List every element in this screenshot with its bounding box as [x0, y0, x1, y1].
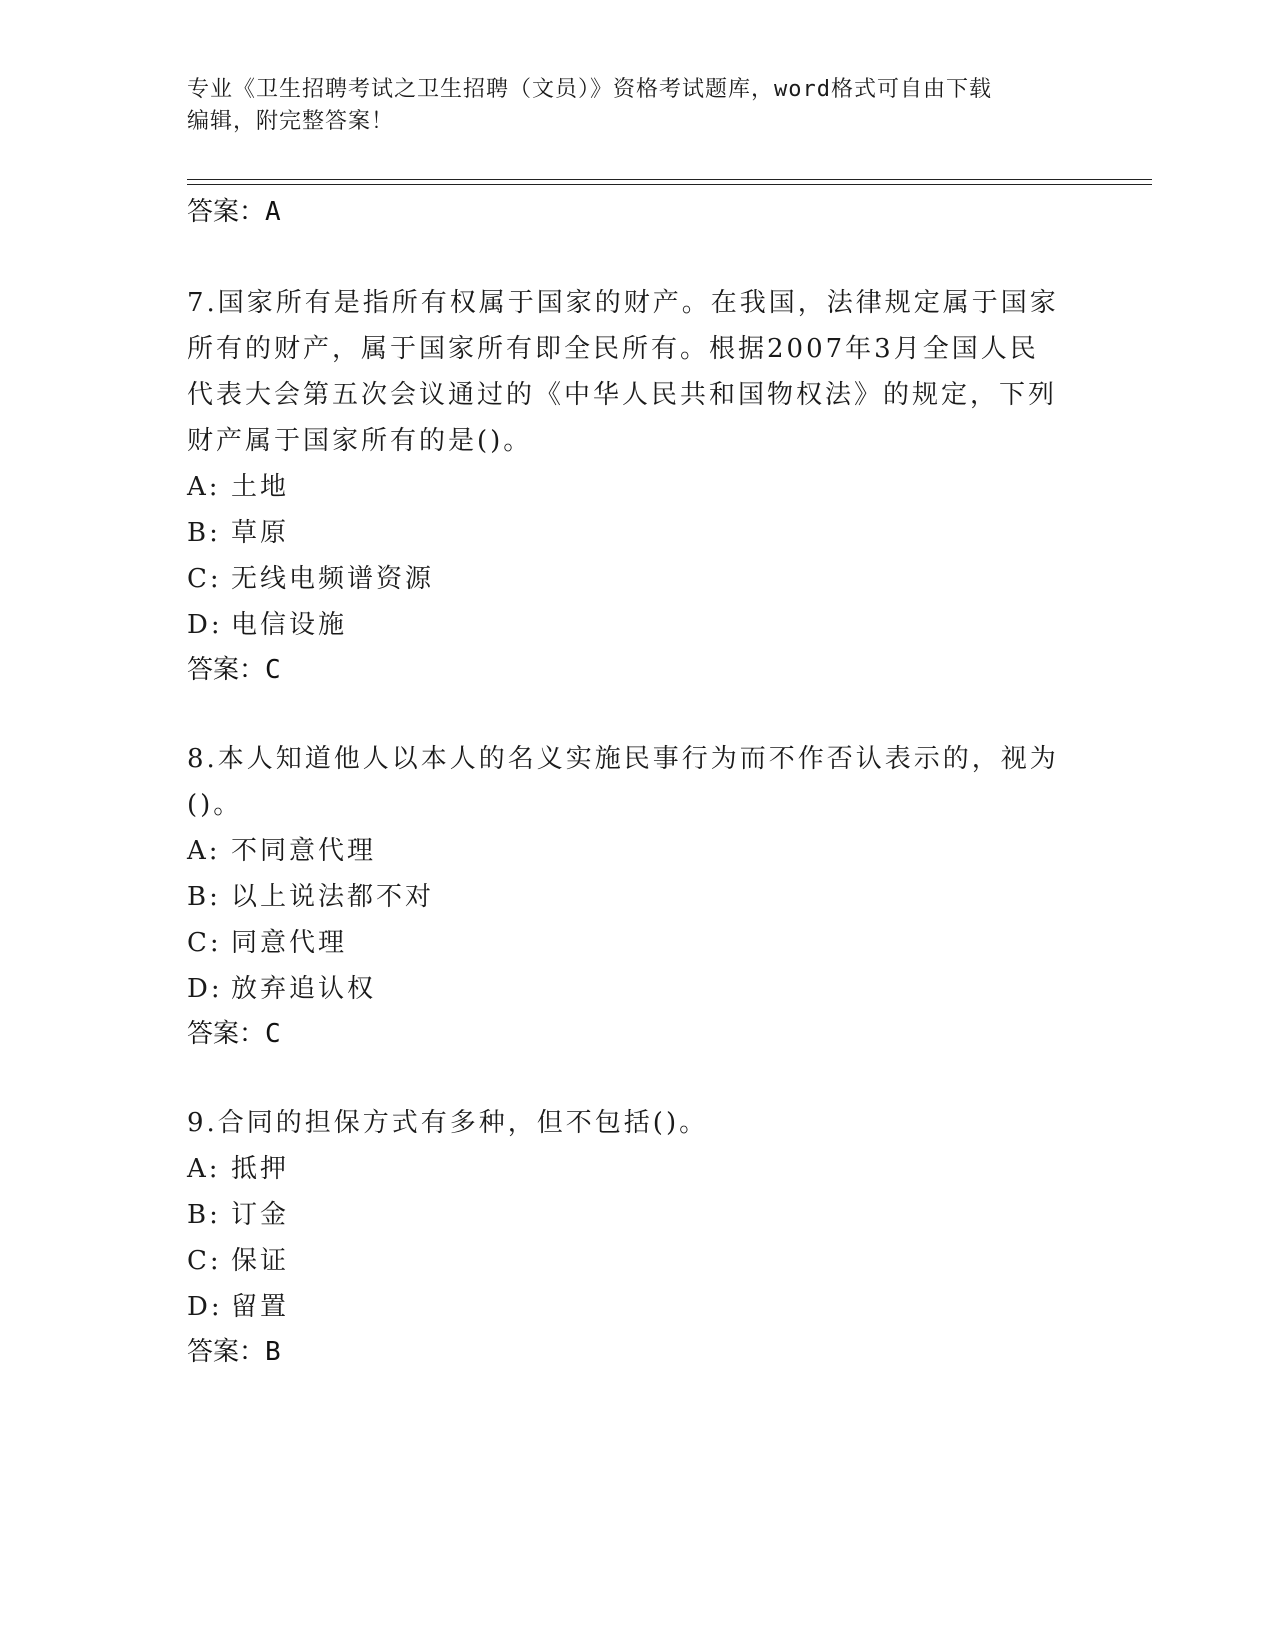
- question-text: 9.合同的担保方式有多种，但不包括()。: [187, 1108, 709, 1138]
- answer-label: 答案：: [187, 1019, 266, 1049]
- header-line-2: 编辑，附完整答案！: [187, 109, 395, 134]
- question-text: 8.本人知道他人以本人的名义实施民事行为而不作否认表示的，视为()。: [187, 744, 1059, 820]
- option-text: 以上说法都不对: [231, 882, 435, 912]
- option-key: B:: [187, 518, 221, 548]
- option-c: [187, 556, 1067, 602]
- option-text: 抵押: [231, 1154, 290, 1184]
- answer: [187, 648, 1067, 692]
- previous-answer: [187, 190, 1067, 234]
- option-key: C:: [187, 1246, 222, 1276]
- document-header: [187, 74, 1067, 138]
- option-text: 留置: [231, 1292, 290, 1322]
- option-text: 订金: [231, 1200, 290, 1230]
- question-text: 7.国家所有是指所有权属于国家的财产。在我国，法律规定属于国家所有的财产，属于国家所有即全民所有。根据2007年3月全国人民代表大会第五次会议通过的《中华人民共和国物权法》的规定，下列财产属于国家所有的是()。: [187, 288, 1059, 456]
- option-a: [187, 1146, 1067, 1192]
- header-divider-top: [187, 179, 1152, 180]
- option-text: 同意代理: [231, 928, 348, 958]
- option-text: 无线电频谱资源: [231, 564, 435, 594]
- answer-label: 答案：: [187, 655, 266, 685]
- option-d: [187, 966, 1067, 1012]
- answer: [187, 1012, 1067, 1056]
- option-text: 不同意代理: [231, 836, 377, 866]
- header-divider-bottom: [187, 184, 1152, 185]
- answer-label: 答案：: [187, 1337, 266, 1367]
- header-line-1: 专业《卫生招聘考试之卫生招聘（文员）》资格考试题库，word格式可自由下载: [187, 77, 992, 102]
- option-key: D:: [187, 974, 223, 1004]
- option-b: [187, 1192, 1067, 1238]
- answer-value: B: [265, 1337, 281, 1367]
- answer-value: C: [265, 655, 281, 685]
- question-7: [187, 280, 1067, 692]
- option-text: 电信设施: [231, 610, 348, 640]
- answer-value: C: [265, 1019, 281, 1049]
- answer-label: 答案：: [187, 197, 266, 227]
- option-key: C:: [187, 928, 222, 958]
- question-list: [187, 190, 1067, 1374]
- answer: [187, 1330, 1067, 1374]
- option-a: [187, 464, 1067, 510]
- option-key: D:: [187, 610, 223, 640]
- option-key: B:: [187, 1200, 221, 1230]
- option-key: D:: [187, 1292, 223, 1322]
- option-c: [187, 1238, 1067, 1284]
- option-key: A:: [187, 836, 221, 866]
- option-key: A:: [187, 1154, 221, 1184]
- option-c: [187, 920, 1067, 966]
- option-text: 放弃追认权: [231, 974, 377, 1004]
- option-text: 土地: [231, 472, 290, 502]
- option-key: C:: [187, 564, 222, 594]
- option-text: 保证: [231, 1246, 290, 1276]
- option-d: [187, 602, 1067, 648]
- question-9: [187, 1100, 1067, 1374]
- option-d: [187, 1284, 1067, 1330]
- question-8: [187, 736, 1067, 1056]
- option-b: [187, 510, 1067, 556]
- option-a: [187, 828, 1067, 874]
- option-key: B:: [187, 882, 221, 912]
- option-key: A:: [187, 472, 221, 502]
- option-text: 草原: [231, 518, 290, 548]
- option-b: [187, 874, 1067, 920]
- answer-value: A: [265, 197, 281, 227]
